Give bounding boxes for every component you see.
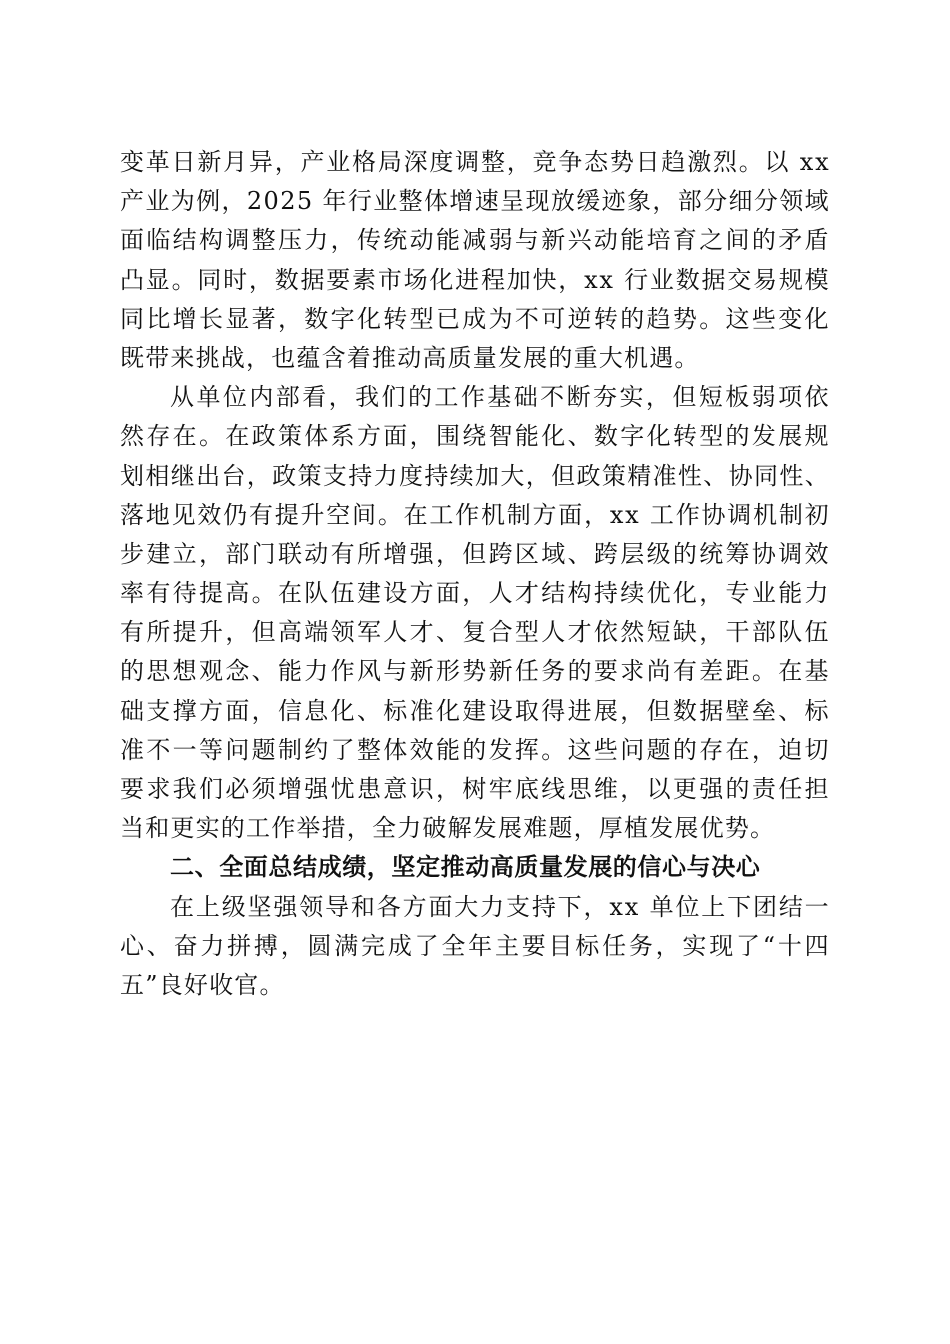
text-line: 然 存 在 。 在 政 策 体 系 方 面 ， 围 绕 智 能 化 、 数 字 化 转 型 的 发 展 规 xyxy=(120,422,830,451)
document-page xyxy=(120,143,830,1005)
text-line: 五”良好收官。 xyxy=(120,970,285,999)
text-line: 划 相 继 出 台 ， 政 策 支 持 力 度 持 续 加 大 ， 但 政 策 精 准 性 、 协 同 性 、 xyxy=(120,461,830,490)
text-line: 在 上 级 坚 强 领 导 和 各 方 面 大 力 支 持 下 ， x x 单 位 上 下 团 结 一 xyxy=(170,892,830,921)
text-line: 产 业 为 例 ， 2 0 2 5 年 行 业 整 体 增 速 呈 现 放 缓 迹 象 ， 部 分 细 分 领 域 xyxy=(120,187,830,216)
heading-line: 二、全面总结成绩，坚定推动高质量发展的信心与决心 xyxy=(170,853,761,882)
text-line: 落 地 见 效 仍 有 提 升 空 间 。 在 工 作 机 制 方 面 ， x x 工 作 协 调 机 制 初 xyxy=(120,500,830,529)
text-line: 步 建 立 ， 部 门 联 动 有 所 增 强 ， 但 跨 区 域 、 跨 层 级 的 统 筹 协 调 效 xyxy=(120,539,830,568)
paragraph-achievements xyxy=(120,888,830,1006)
paragraph-internal-status xyxy=(120,378,830,848)
text-line: 准 不 一 等 问 题 制 约 了 整 体 效 能 的 发 挥 。 这 些 问 题 的 存 在 ， 迫 切 xyxy=(120,735,830,764)
text-line: 础 支 撑 方 面 ， 信 息 化 、 标 准 化 建 设 取 得 进 展 ， 但 数 据 壁 垒 、 标 xyxy=(120,696,830,725)
text-line: 当和更实的工作举措，全力破解发展难题，厚植发展优势。 xyxy=(120,814,776,843)
text-line: 变 革 日 新 月 异 ， 产 业 格 局 深 度 调 整 ， 竞 争 态 势 日 趋 激 烈 。 以 x x xyxy=(120,148,830,176)
text-line: 同 比 增 长 显 著 ， 数 字 化 转 型 已 成 为 不 可 逆 转 的 趋 势 。 这 些 变 化 xyxy=(120,304,830,333)
text-line: 面 临 结 构 调 整 压 力 ， 传 统 动 能 减 弱 与 新 兴 动 能 培 育 之 间 的 矛 盾 xyxy=(120,226,830,255)
text-line: 从 单 位 内 部 看 ， 我 们 的 工 作 基 础 不 断 夯 实 ， 但 短 板 弱 项 依 xyxy=(170,383,830,412)
text-line: 凸 显 。 同 时 ， 数 据 要 素 市 场 化 进 程 加 快 ， x x 行 业 数 据 交 易 规 模 xyxy=(120,265,830,294)
text-line: 的 思 想 观 念 、 能 力 作 风 与 新 形 势 新 任 务 的 要 求 尚 有 差 距 。 在 基 xyxy=(120,657,830,686)
text-line: 心 、 奋 力 拼 搏 ， 圆 满 完 成 了 全 年 主 要 目 标 任 务 ， 实 现 了 “ 十 四 xyxy=(120,931,830,960)
text-line: 既带来挑战，也蕴含着推动高质量发展的重大机遇。 xyxy=(120,343,700,372)
section-heading xyxy=(120,848,830,887)
text-line: 有 所 提 升 ， 但 高 端 领 军 人 才 、 复 合 型 人 才 依 然 短 缺 ， 干 部 队 伍 xyxy=(120,618,830,647)
text-line: 率 有 待 提 高 。 在 队 伍 建 设 方 面 ， 人 才 结 构 持 续 优 化 ， 专 业 能 力 xyxy=(120,579,830,608)
text-line: 要 求 我 们 必 须 增 强 忧 患 意 识 ， 树 牢 底 线 思 维 ， 以 更 强 的 责 任 担 xyxy=(120,775,830,803)
paragraph-context-change xyxy=(120,143,830,378)
